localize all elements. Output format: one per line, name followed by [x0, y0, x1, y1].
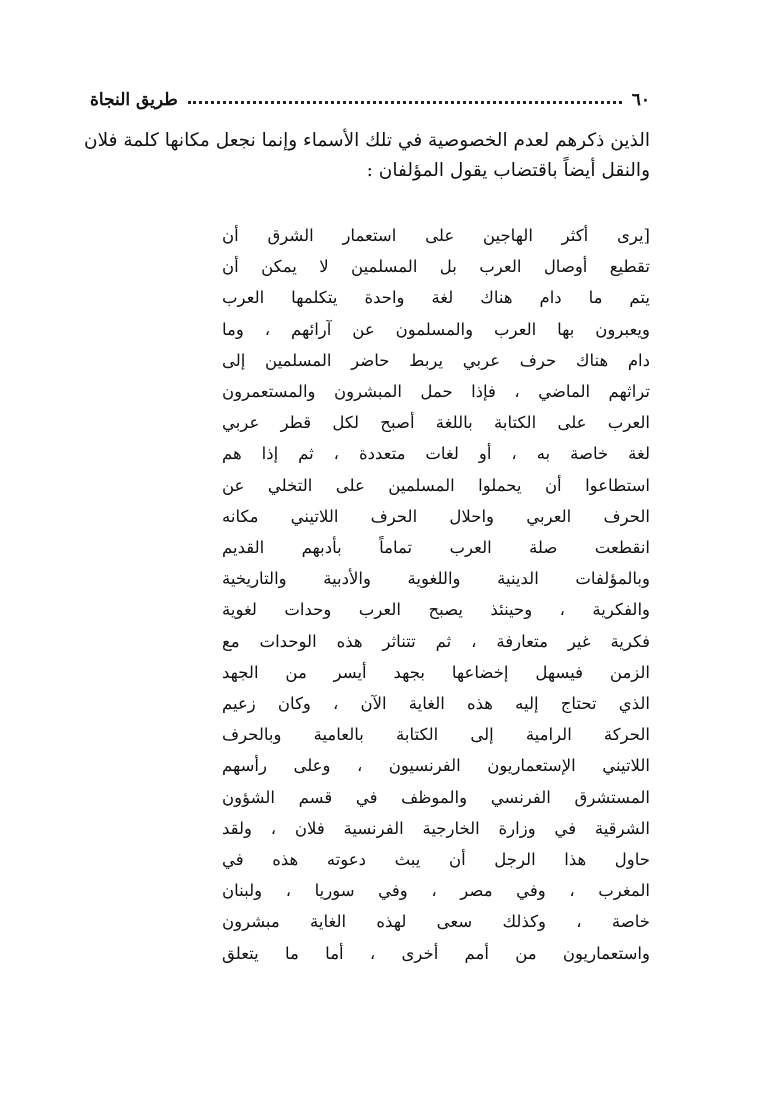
quote-line: المستشرق الفرنسي والموظف في قسم الشؤون	[222, 787, 650, 807]
quote-line: المغرب ، وفي مصر ، وفي سوريا ، ولبنان	[222, 881, 650, 901]
quote-line: واستعماريون من أمم أخرى ، أما ما يتعلق	[222, 943, 650, 963]
page-number: ٦٠	[631, 90, 650, 110]
quote-line: دام هناك حرف عربي يربط حاضر المسلمين إلى	[222, 350, 650, 370]
quote-line: استطاعوا أن يحملوا المسلمين على التخلي عن	[222, 475, 650, 495]
quote-line: خاصة ، وكذلك سعى لهذه الغاية مبشرون	[222, 912, 650, 932]
intro-line: الذين ذكرهم لعدم الخصوصية في تلك الأسماء وإنما نجعل مكانها كلمة فلان	[83, 130, 650, 151]
quote-line: [يرى أكثر الهاجين على استعمار الشرق أن	[222, 226, 650, 245]
quote-line: يتم ما دام هناك لغة واحدة يتكلمها العرب	[222, 288, 650, 308]
quote-line: حاول هذا الرجل أن يبث دعوته هذه في	[222, 850, 650, 870]
quote-line: تقطيع أوصال العرب بل المسلمين لا يمكن أن	[222, 257, 650, 277]
leader-dots	[188, 101, 622, 104]
quote-line: فكرية غير متعارفة ، ثم تتناثر هذه الوحدات مع	[222, 631, 650, 651]
quote-line: لغة خاصة به ، أو لغات متعددة ، ثم إذا هم	[222, 444, 650, 464]
quote-line: الحرف العربي واحلال الحرف اللاتيني مكانه	[222, 506, 650, 526]
quote-line: الشرقية في وزارة الخارجية الفرنسية فلان ، ولقد	[222, 818, 650, 838]
quote-line: الذي تحتاج إليه هذه الغاية الآن ، وكان زعيم	[222, 694, 650, 714]
quoted-passage	[222, 220, 650, 969]
quote-line: تراثهم الماضي ، فإذا حمل المبشرون والمستعمرون	[222, 382, 650, 402]
quote-line: اللاتيني الإستعماريون الفرنسيون ، وعلى رأسهم	[222, 756, 650, 776]
quote-line: والفكرية ، وحينئذ يصبح العرب وحدات لغوية	[222, 600, 650, 620]
quote-line: الحركة الرامية إلى الكتابة بالعامية وبالحرف	[222, 725, 650, 745]
intro-line: والنقل أيضاً باقتضاب يقول المؤلفان :	[366, 160, 650, 181]
quote-line: انقطعت صلة العرب تماماً بأدبهم القديم	[222, 538, 650, 558]
quote-line: ويعبرون بها العرب والمسلمون عن آرائهم ، وما	[222, 319, 650, 339]
book-title: طريق النجاة	[90, 90, 178, 110]
quote-line: الزمن فيسهل إخضاعها بجهد أيسر من الجهد	[222, 662, 650, 682]
intro-paragraph	[83, 126, 650, 186]
running-header	[90, 86, 650, 114]
quote-line: العرب على الكتابة باللغة أصبح لكل قطر عربي	[222, 413, 650, 433]
quote-line: وبالمؤلفات الدينية واللغوية والأدبية والتاريخية	[222, 569, 650, 589]
